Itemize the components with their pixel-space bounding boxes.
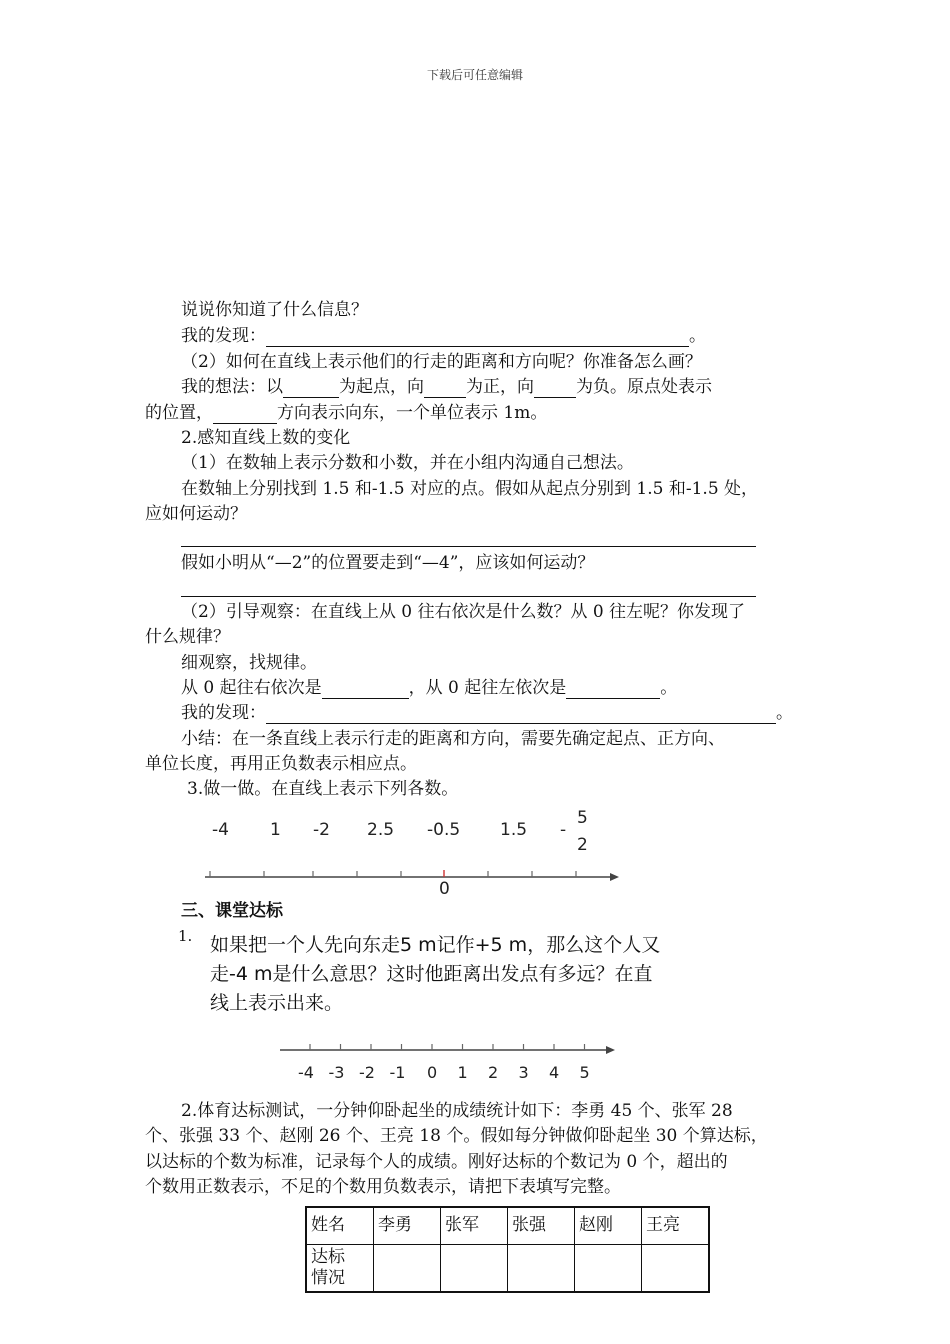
pattern-text: ，从 0 起往左依次是 xyxy=(408,678,567,698)
question-1-text xyxy=(210,931,660,1018)
axis-tick-label: 5 xyxy=(579,1063,590,1082)
answer-blank[interactable] xyxy=(424,379,466,398)
discovery-label: 我的发现： xyxy=(181,703,266,723)
axis-tick-label: -4 xyxy=(298,1063,314,1082)
axis-tick-label: 0 xyxy=(427,1063,438,1082)
table-cell-input[interactable] xyxy=(642,1245,710,1293)
section-heading: 2.感知直线上数的变化 xyxy=(181,428,351,448)
text-line: 个数用正数表示，不足的个数用负数表示，请把下表填写完整。 xyxy=(145,1177,621,1197)
answer-line[interactable] xyxy=(181,546,756,547)
table-cell-input[interactable] xyxy=(441,1245,508,1293)
number-label: 1 xyxy=(270,820,281,840)
number-label: -2 xyxy=(313,820,330,840)
axis-tick-label: 2 xyxy=(488,1063,499,1082)
row-label-line: 情况 xyxy=(311,1268,345,1288)
axis-tick-label: -3 xyxy=(328,1063,345,1082)
text-line: 应如何运动？ xyxy=(145,504,247,524)
answer-blank[interactable] xyxy=(213,405,277,424)
pattern-text: 。 xyxy=(660,678,678,698)
discovery-line-1 xyxy=(181,325,706,347)
table-cell-input[interactable] xyxy=(508,1245,575,1293)
answer-blank[interactable] xyxy=(566,680,660,699)
table-header-cell: 张军 xyxy=(441,1207,508,1245)
table-header-cell: 王亮 xyxy=(642,1207,710,1245)
row-label xyxy=(306,1245,374,1293)
table-header-cell: 张强 xyxy=(508,1207,575,1245)
fraction-denominator: 2 xyxy=(577,835,588,855)
text-line: 小结：在一条直线上表示行走的距离和方向，需要先确定起点、正方向、 xyxy=(181,729,725,749)
text-line: （2）如何在直线上表示他们的行走的距离和方向呢？你准备怎么画？ xyxy=(181,352,702,372)
axis-tick-label: 3 xyxy=(518,1063,529,1082)
idea-line-2 xyxy=(145,402,547,424)
text-line: 个、张强 33 个、赵刚 26 个、王亮 18 个。假如每分钟做仰卧起坐 30 个算达标， xyxy=(145,1126,768,1146)
table-cell-input[interactable] xyxy=(575,1245,642,1293)
discovery-label: 我的发现： xyxy=(181,326,266,346)
answer-line[interactable] xyxy=(181,596,756,597)
table-header-cell: 姓名 xyxy=(306,1207,374,1245)
number-label: 1.5 xyxy=(500,820,528,840)
text-line: 什么规律？ xyxy=(145,627,230,647)
text-line: 单位长度，再用正负数表示相应点。 xyxy=(145,754,417,774)
score-table xyxy=(305,1206,710,1293)
section-title: 三、课堂达标 xyxy=(181,901,283,921)
table-header-cell: 赵刚 xyxy=(575,1207,642,1245)
text-line: 3.做一做。在直线上表示下列各数。 xyxy=(187,779,459,799)
table-header-cell: 李勇 xyxy=(374,1207,441,1245)
axis-tick-label: 1 xyxy=(457,1063,468,1082)
idea-text: 为负。原点处表示 xyxy=(576,377,712,397)
text-line: 细观察，找规律。 xyxy=(181,653,317,673)
question-line: 线上表示出来。 xyxy=(210,992,344,1014)
table-cell-input[interactable] xyxy=(374,1245,441,1293)
number-label: -4 xyxy=(212,820,229,840)
answer-blank[interactable] xyxy=(322,680,409,699)
answer-blank[interactable] xyxy=(534,379,576,398)
question-number: 1. xyxy=(178,927,193,945)
number-line-1-axis[interactable] xyxy=(205,860,620,884)
idea-line xyxy=(181,376,712,398)
punct: 。 xyxy=(776,703,793,723)
question-line: 走-4 m是什么意思？这时他距离出发点有多远？在直 xyxy=(210,963,653,985)
axis-tick-label: -2 xyxy=(359,1063,375,1082)
text-line: 在数轴上分别找到 1.5 和-1.5 对应的点。假如从起点分别到 1.5 和-1.5 处， xyxy=(181,479,759,499)
page-header: 下载后可任意编辑 xyxy=(426,68,523,82)
text-line: （2）引导观察：在直线上从 0 往右依次是什么数？从 0 往左呢？你发现了 xyxy=(181,602,746,622)
discovery-line-2 xyxy=(181,702,793,724)
pattern-text: 从 0 起往右依次是 xyxy=(181,678,322,698)
pattern-line xyxy=(181,677,677,699)
idea-text: 为起点，向 xyxy=(339,377,424,397)
text-line: 2.体育达标测试，一分钟仰卧起坐的成绩统计如下：李勇 45 个、张军 28 xyxy=(181,1101,733,1121)
answer-blank[interactable] xyxy=(266,328,689,347)
number-label: -0.5 xyxy=(427,820,461,840)
punct: 。 xyxy=(689,326,706,346)
fraction-sign: - xyxy=(560,820,567,840)
text-line: 说说你知道了什么信息？ xyxy=(181,300,368,320)
text-line: （1）在数轴上表示分数和小数，并在小组内沟通自己想法。 xyxy=(181,453,634,473)
fraction-numerator: 5 xyxy=(577,808,588,828)
answer-blank[interactable] xyxy=(266,705,776,724)
text-line: 假如小明从“—2”的位置要走到“—4”，应该如何运动？ xyxy=(181,553,595,573)
idea-text: 我的想法：以 xyxy=(181,377,283,397)
answer-blank[interactable] xyxy=(283,379,339,398)
axis-tick-label: 4 xyxy=(549,1063,560,1082)
number-line-2-axis[interactable] xyxy=(280,1038,620,1058)
zero-label: 0 xyxy=(439,879,450,899)
axis-tick-label: -1 xyxy=(389,1063,406,1082)
question-line: 如果把一个人先向东走5 m记作+5 m，那么这个人又 xyxy=(210,934,661,956)
idea-text: 为正，向 xyxy=(466,377,534,397)
table-row xyxy=(306,1245,709,1293)
idea-text: 方向表示向东，一个单位表示 1m。 xyxy=(277,403,548,423)
number-label: 2.5 xyxy=(367,820,395,840)
row-label-line: 达标 xyxy=(311,1247,345,1267)
table-header-row xyxy=(306,1207,709,1245)
text-line: 以达标的个数为标准，记录每个人的成绩。刚好达标的个数记为 0 个，超出的 xyxy=(145,1152,728,1172)
idea-text: 的位置， xyxy=(145,403,213,423)
